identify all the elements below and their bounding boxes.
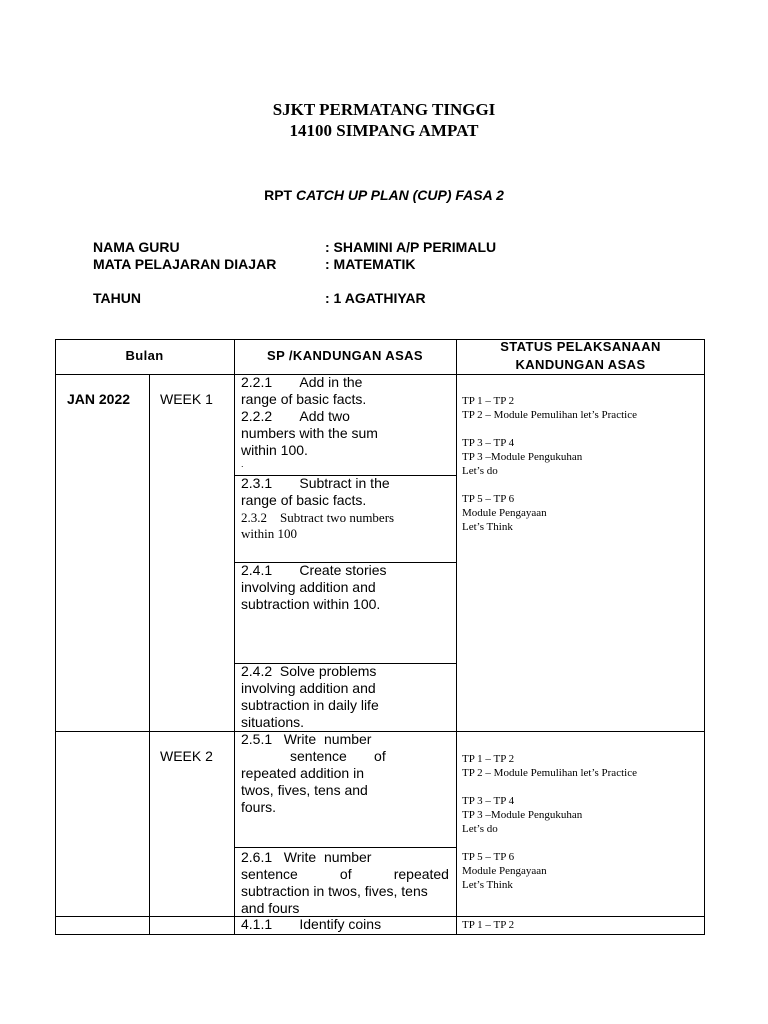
sp-cell-solve-problems — [241, 663, 451, 731]
status-line: TP 3 – TP 4 — [462, 795, 515, 807]
sp-line: 4.1.1 Identify coins — [241, 916, 382, 932]
status-line: TP 3 –Module Pengukuhan — [462, 451, 583, 463]
sp-line: range of basic facts. — [241, 492, 367, 508]
column-header-sp: SP /KANDUNGAN ASAS — [267, 348, 423, 363]
sp-line: and fours — [241, 900, 300, 916]
sp-cell-add — [241, 374, 451, 470]
sp-cell-subtract — [241, 475, 451, 509]
teacher-label: NAMA GURU — [93, 239, 180, 255]
sp-word: repeated — [393, 866, 449, 882]
status-line: Let’s Think — [462, 879, 513, 891]
sp-line: within 100. — [241, 442, 308, 458]
table-border-right — [704, 339, 705, 935]
sp-column-divider-left — [234, 339, 235, 935]
status-line: TP 5 – TP 6 — [462, 493, 515, 505]
year-value: : 1 AGATHIYAR — [325, 290, 426, 306]
status-line: Let’s Think — [462, 521, 513, 533]
sp-justified-line — [241, 866, 449, 883]
column-header-status-line1: STATUS PELAKSANAAN — [500, 339, 661, 354]
sp-line: within 100 — [241, 526, 297, 541]
status-line: TP 3 –Module Pengukuhan — [462, 809, 583, 821]
status-line: TP 1 – TP 2 — [462, 395, 515, 407]
table-border-bottom — [55, 934, 705, 935]
subject-value: : MATEMATIK — [325, 256, 416, 272]
sp-line: subtraction in daily life — [241, 697, 379, 713]
status-line: Let’s do — [462, 823, 498, 835]
sp-line: 2.2.2 Add two — [241, 408, 350, 424]
sp-line: sentence of — [290, 748, 386, 764]
column-header-month: Bulan — [125, 348, 164, 363]
rpt-prefix: RPT — [264, 187, 296, 203]
status-line: TP 3 – TP 4 — [462, 437, 515, 449]
status-line: Module Pengayaan — [462, 507, 547, 519]
document-title — [0, 187, 768, 203]
sp-line: 2.3.2 Subtract two numbers — [241, 510, 395, 525]
sp-line: involving addition and — [241, 579, 376, 595]
sp-line: involving addition and — [241, 680, 376, 696]
sp-cell-identify-coins — [241, 916, 451, 933]
week-2-label: WEEK 2 — [160, 748, 213, 764]
status-gap — [462, 478, 702, 492]
school-name: SJKT PERMATANG TINGGI — [272, 100, 496, 119]
sp-line: 2.5.1 Write number — [241, 731, 372, 747]
sp-cell-create-stories — [241, 562, 451, 613]
week-1-label: WEEK 1 — [160, 391, 213, 407]
status-gap — [462, 780, 702, 794]
status-cell-week2 — [462, 752, 702, 892]
status-line: Let’s do — [462, 465, 498, 477]
sp-line: 2.4.2 Solve problems — [241, 663, 377, 679]
sp-line: twos, fives, tens and — [241, 782, 368, 798]
sp-line: numbers with the sum — [241, 425, 378, 441]
status-line: TP 2 – Module Pemulihan let’s Practice — [462, 409, 637, 421]
sp-line: 2.3.1 Subtract in the — [241, 475, 390, 491]
sp-line: repeated addition in — [241, 765, 364, 781]
lesson-plan-table — [55, 339, 705, 935]
sp-word: of — [339, 866, 352, 882]
sp-line: situations. — [241, 714, 305, 730]
sp-line: fours. — [241, 799, 277, 815]
status-cell-week3 — [462, 918, 702, 932]
sp-line: 2.2.1 Add in the — [241, 374, 363, 390]
sp-line: . — [241, 459, 244, 469]
status-line: TP 2 – Module Pemulihan let’s Practice — [462, 767, 637, 779]
table-border-left — [55, 339, 56, 935]
teacher-value: : SHAMINI A/P PERIMALU — [325, 239, 497, 255]
sp-line: subtraction in twos, fives, tens — [241, 883, 428, 899]
rpt-title-italic: CATCH UP PLAN (CUP) FASA 2 — [295, 187, 504, 203]
sp-line: 2.6.1 Write number — [241, 849, 372, 865]
year-label: TAHUN — [93, 290, 141, 306]
sp-cell-subtract-two — [241, 510, 451, 542]
status-line: TP 1 – TP 2 — [462, 753, 515, 765]
sp-line: 2.4.1 Create stories — [241, 562, 387, 578]
status-cell-week1 — [462, 394, 702, 534]
status-gap — [462, 422, 702, 436]
sp-row-divider-4 — [234, 847, 457, 848]
sp-line: subtraction within 100. — [241, 596, 381, 612]
status-line: TP 1 – TP 2 — [462, 919, 515, 931]
sp-cell-repeated-subtraction — [241, 849, 449, 917]
status-gap — [462, 836, 702, 850]
sp-word: sentence — [241, 866, 298, 882]
column-header-status-line2: KANDUNGAN ASAS — [515, 357, 646, 372]
sp-line: range of basic facts. — [241, 391, 367, 407]
sp-column-divider-right — [456, 339, 457, 935]
school-address: 14100 SIMPANG AMPAT — [289, 121, 479, 140]
month-label: JAN 2022 — [67, 391, 131, 407]
sp-cell-repeated-addition — [241, 731, 451, 816]
status-line: Module Pengayaan — [462, 865, 547, 877]
subject-label: MATA PELAJARAN DIAJAR — [93, 256, 277, 272]
status-line: TP 5 – TP 6 — [462, 851, 515, 863]
week-column-divider — [149, 374, 150, 935]
